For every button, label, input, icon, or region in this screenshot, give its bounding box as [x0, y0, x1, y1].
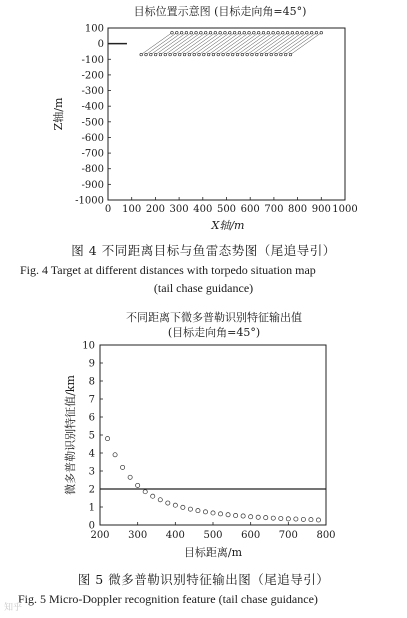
target-point-upper — [306, 31, 309, 34]
target-point-lower — [241, 53, 244, 56]
y-tick-label: 0 — [97, 39, 104, 51]
y-tick-label: -1000 — [75, 195, 104, 207]
trajectory-line — [242, 33, 273, 55]
target-point-upper — [296, 31, 299, 34]
data-point — [241, 514, 245, 518]
target-point-upper — [176, 31, 179, 34]
chart-title: 目标位置示意图 (目标走向角=45°) — [133, 5, 307, 18]
target-point-upper — [200, 31, 203, 34]
trajectory-line — [165, 33, 196, 55]
data-layer — [100, 437, 326, 523]
data-point — [121, 465, 125, 469]
target-point-upper — [180, 31, 183, 34]
trajectory-line — [266, 33, 297, 55]
y-tick-label: 5 — [88, 430, 95, 442]
target-point-lower — [227, 53, 230, 56]
target-point-lower — [212, 53, 215, 56]
x-tick-label: 700 — [264, 204, 284, 215]
x-tick-label: 900 — [311, 204, 331, 215]
x-tick-label: 400 — [165, 530, 185, 541]
target-point-upper — [267, 31, 270, 34]
target-point-upper — [291, 31, 294, 34]
target-point-upper — [209, 31, 212, 34]
micro-doppler-chart — [0, 305, 407, 570]
trajectory-line — [228, 33, 259, 55]
trajectory-line — [170, 33, 201, 55]
data-point — [271, 516, 275, 520]
target-point-lower — [193, 53, 196, 56]
y-tick-label: -100 — [81, 54, 104, 66]
trajectory-line — [286, 33, 317, 55]
x-tick-label: 200 — [145, 204, 165, 215]
x-tick-label: 700 — [278, 530, 298, 541]
data-point — [316, 518, 320, 522]
data-point — [173, 503, 177, 507]
target-point-upper — [204, 31, 207, 34]
y-tick-label: -900 — [81, 179, 104, 191]
target-point-lower — [255, 53, 258, 56]
data-point — [136, 483, 140, 487]
target-point-lower — [159, 53, 162, 56]
target-point-upper — [315, 31, 318, 34]
target-point-lower — [231, 53, 234, 56]
target-point-upper — [228, 31, 231, 34]
y-tick-label: -200 — [81, 70, 104, 82]
y-tick-label: -300 — [81, 86, 104, 98]
y-tick-label: 6 — [88, 412, 95, 424]
y-tick-label: 3 — [88, 466, 95, 478]
trajectory-line — [233, 33, 264, 55]
target-point-upper — [243, 31, 246, 34]
data-point — [226, 513, 230, 517]
target-point-upper — [310, 31, 313, 34]
y-tick-label: 100 — [84, 23, 104, 35]
trajectory-line — [189, 33, 220, 55]
y-tick-label: 4 — [88, 448, 95, 460]
y-tick-label: 0 — [88, 520, 95, 532]
target-point-lower — [275, 53, 278, 56]
trajectory-line — [146, 33, 177, 55]
target-point-lower — [154, 53, 157, 56]
target-point-lower — [222, 53, 225, 56]
y-tick-label: -600 — [81, 132, 104, 144]
trajectory-line — [257, 33, 288, 55]
trajectory-line — [180, 33, 211, 55]
watermark: 知乎 — [4, 603, 23, 613]
target-point-upper — [238, 31, 241, 34]
target-point-lower — [217, 53, 220, 56]
data-point — [143, 490, 147, 494]
x-tick-label: 800 — [316, 530, 336, 541]
target-point-lower — [174, 53, 177, 56]
x-tick-label: 500 — [203, 530, 223, 541]
trajectory-line — [247, 33, 278, 55]
trajectory-line — [290, 33, 321, 55]
target-point-lower — [236, 53, 239, 56]
x-axis-label: 目标距离/m — [183, 546, 243, 559]
data-point — [234, 513, 238, 517]
x-tick-label: 800 — [288, 204, 308, 215]
trajectory-line — [281, 33, 312, 55]
fig5-caption-cn: 图 5 微多普勒识别特征输出图（尾追导引） — [77, 572, 330, 587]
target-point-upper — [248, 31, 251, 34]
y-tick-label: 2 — [88, 484, 95, 496]
target-point-lower — [164, 53, 167, 56]
data-point — [196, 509, 200, 513]
fig4-caption-cn: 图 4 不同距离目标与鱼雷态势图（尾追导引） — [71, 243, 336, 258]
axis-ticks — [82, 341, 335, 542]
target-point-lower — [183, 53, 186, 56]
y-tick-label: 8 — [88, 376, 95, 388]
data-point — [301, 517, 305, 521]
y-tick-label: 9 — [88, 358, 95, 370]
x-tick-label: 0 — [104, 204, 112, 215]
y-tick-label: 10 — [82, 340, 95, 352]
x-tick-label: 600 — [241, 530, 261, 541]
target-point-upper — [171, 31, 174, 34]
target-point-upper — [320, 31, 323, 34]
chart-subtitle: (目标走向角=45°) — [167, 326, 261, 339]
target-point-lower — [140, 53, 143, 56]
target-point-lower — [246, 53, 249, 56]
trajectory-line — [151, 33, 182, 55]
data-point — [279, 516, 283, 520]
trajectory-line — [141, 33, 172, 55]
fig4-caption-en-line2: (tail chase guidance) — [153, 281, 254, 295]
target-point-lower — [280, 53, 283, 56]
y-axis-label: Z轴/m — [52, 97, 65, 131]
target-point-lower — [169, 53, 172, 56]
data-point — [113, 453, 117, 457]
data-point — [158, 498, 162, 502]
target-point-lower — [284, 53, 287, 56]
data-point — [264, 516, 268, 520]
trajectory-line — [262, 33, 293, 55]
data-point — [181, 505, 185, 509]
target-point-lower — [260, 53, 263, 56]
target-point-upper — [301, 31, 304, 34]
target-point-lower — [251, 53, 254, 56]
target-point-lower — [198, 53, 201, 56]
data-point — [309, 518, 313, 522]
y-tick-label: 1 — [88, 502, 95, 514]
x-tick-label: 200 — [90, 530, 110, 541]
x-tick-label: 100 — [122, 204, 142, 215]
data-point — [249, 515, 253, 519]
trajectory-line — [213, 33, 244, 55]
data-point — [151, 494, 155, 498]
trajectory-line — [185, 33, 216, 55]
y-tick-label: -500 — [81, 117, 104, 129]
target-point-lower — [188, 53, 191, 56]
x-tick-label: 500 — [216, 204, 237, 215]
trajectory-line — [175, 33, 206, 55]
y-tick-label: -800 — [81, 164, 104, 176]
trajectory-line — [271, 33, 302, 55]
plot-frame — [100, 345, 326, 525]
y-axis-label: 微多普勒识别特征值/km — [64, 375, 77, 495]
target-point-upper — [214, 31, 217, 34]
trajectory-line — [276, 33, 307, 55]
y-tick-label: -700 — [81, 148, 104, 160]
trajectory-line — [223, 33, 254, 55]
target-point-lower — [289, 53, 292, 56]
data-point — [218, 512, 222, 516]
data-point — [286, 517, 290, 521]
chart-title: 不同距离下微多普勒识别特征输出值 — [126, 311, 302, 324]
target-point-lower — [265, 53, 268, 56]
data-point — [166, 501, 170, 505]
target-point-lower — [270, 53, 273, 56]
target-point-lower — [145, 53, 148, 56]
x-tick-label: 600 — [240, 204, 260, 215]
y-tick-label: 7 — [88, 394, 95, 406]
target-point-upper — [253, 31, 256, 34]
trajectory-line — [209, 33, 240, 55]
trajectory-line — [238, 33, 269, 55]
target-point-upper — [219, 31, 222, 34]
target-point-upper — [233, 31, 236, 34]
trajectory-line — [194, 33, 225, 55]
fig5-caption-en: Fig. 5 Micro-Doppler recognition feature (tail chase guidance) — [18, 592, 318, 606]
data-layer — [108, 31, 323, 55]
target-point-upper — [262, 31, 265, 34]
x-tick-label: 300 — [128, 530, 148, 541]
target-position-chart — [0, 0, 407, 232]
x-tick-label: 300 — [169, 204, 189, 215]
target-point-upper — [277, 31, 280, 34]
x-tick-label: 1000 — [332, 204, 358, 215]
target-point-upper — [190, 31, 193, 34]
data-point — [256, 515, 260, 519]
target-point-upper — [185, 31, 188, 34]
target-point-lower — [178, 53, 181, 56]
trajectory-line — [199, 33, 230, 55]
data-point — [128, 475, 132, 479]
target-point-upper — [257, 31, 260, 34]
trajectory-line — [252, 33, 283, 55]
target-point-upper — [286, 31, 289, 34]
trajectory-line — [156, 33, 187, 55]
data-point — [294, 517, 298, 521]
target-point-lower — [150, 53, 153, 56]
target-point-upper — [281, 31, 284, 34]
target-point-upper — [224, 31, 227, 34]
data-point — [211, 511, 215, 515]
y-tick-label: -400 — [81, 101, 104, 113]
data-point — [188, 507, 192, 511]
x-axis-label: X轴/m — [211, 219, 245, 232]
data-point — [105, 437, 109, 441]
target-point-lower — [202, 53, 205, 56]
target-point-lower — [207, 53, 210, 56]
trajectory-line — [160, 33, 191, 55]
trajectory-line — [218, 33, 249, 55]
x-tick-label: 400 — [193, 204, 213, 215]
data-point — [203, 510, 207, 514]
fig4-caption-en-line1: Fig. 4 Target at different distances with torpedo situation map — [20, 263, 316, 277]
target-point-upper — [195, 31, 198, 34]
target-point-upper — [272, 31, 275, 34]
trajectory-line — [204, 33, 235, 55]
